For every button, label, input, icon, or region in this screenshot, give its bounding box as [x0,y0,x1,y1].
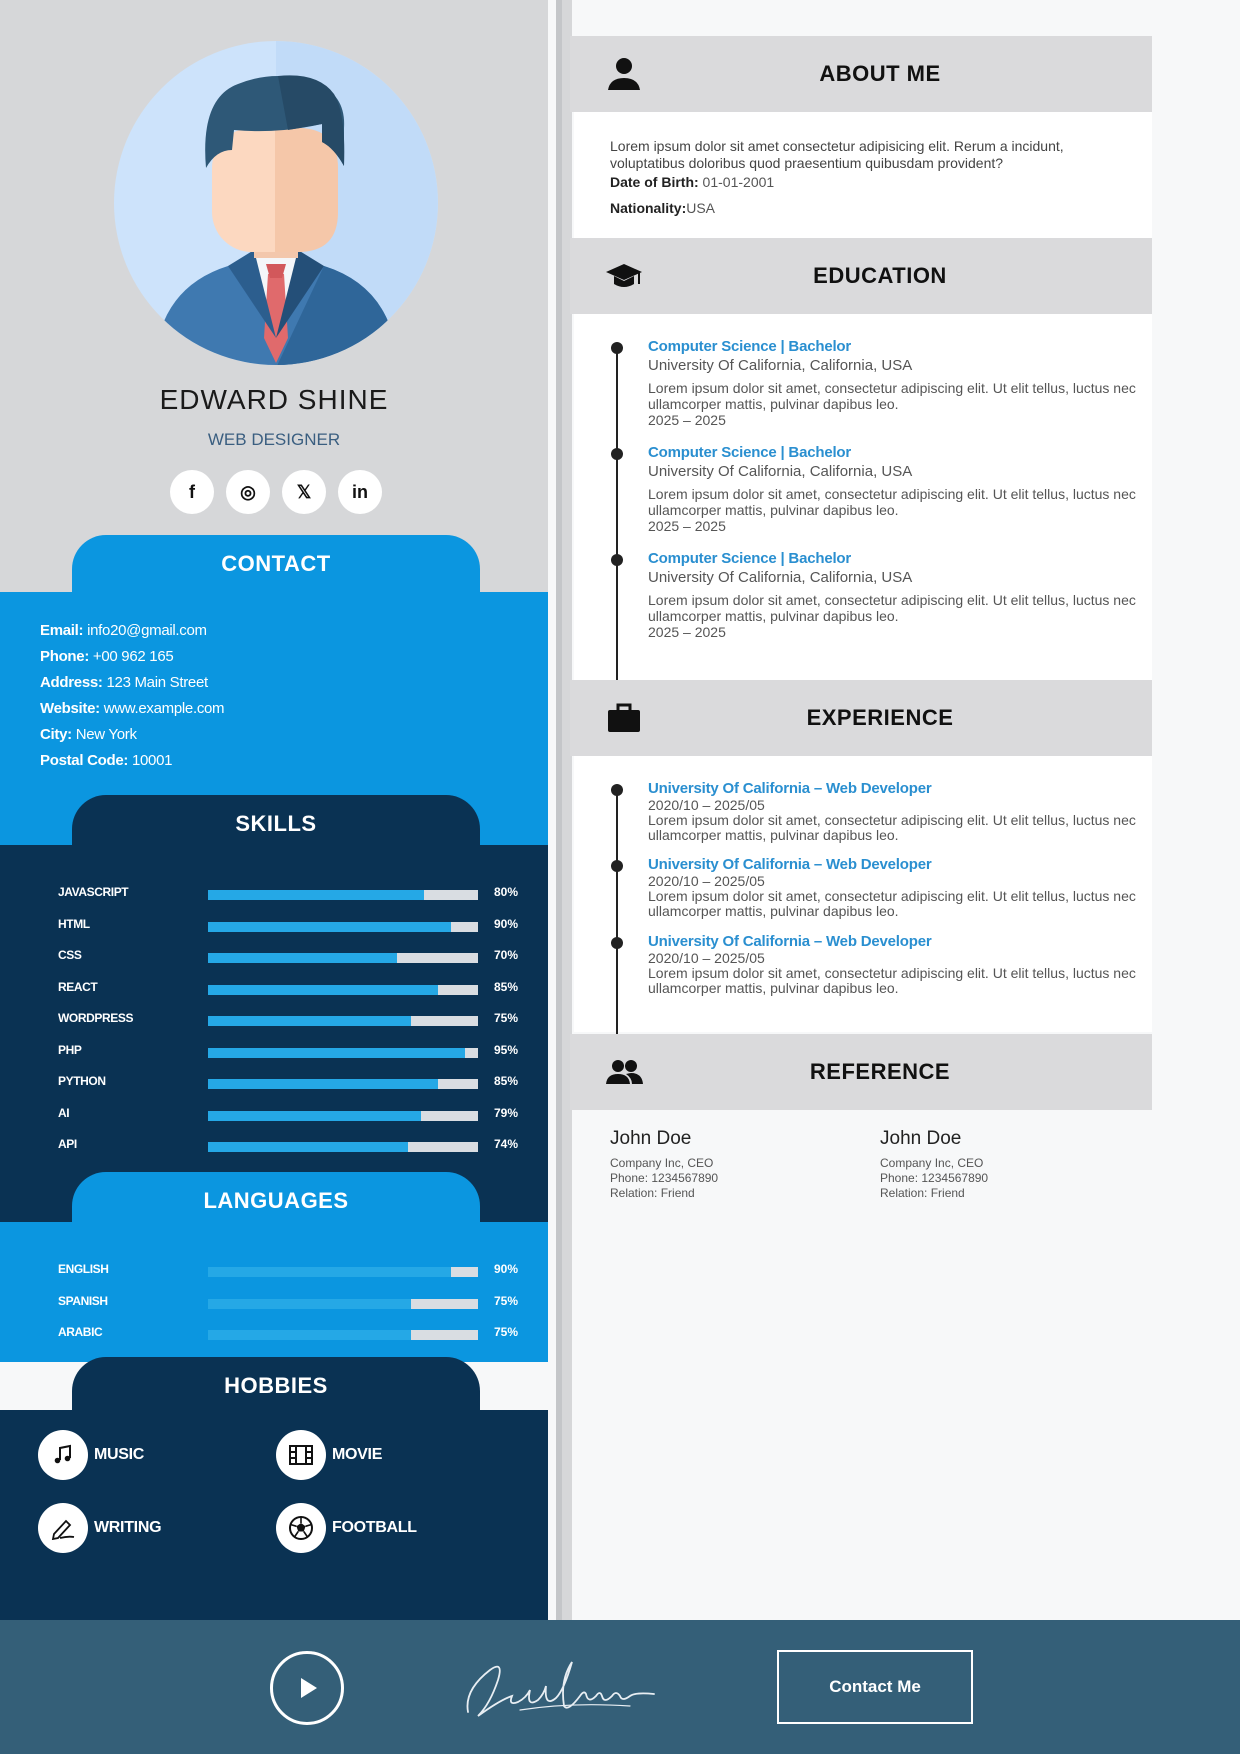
reference-heading: REFERENCE [809,1059,951,1084]
hobby-music-label: MUSIC [94,1446,145,1463]
bar-fill [208,1111,421,1121]
reference-name: John Doe [880,1128,962,1149]
education-school: University Of California, California, USA [648,569,913,586]
contact-address [40,670,548,696]
about-header [570,36,1152,112]
education-school: University Of California, California, USA [648,357,913,374]
nationality [610,200,715,216]
hobby-football [276,1503,417,1553]
contact-phone-label: Phone: [40,648,90,665]
contact-heading: CONTACT [72,535,480,593]
bar-percent: 75% [494,1293,519,1308]
education-desc: Lorem ipsum dolor sit amet, consectetur adipiscing elit. Ut elit tellus, luctus nec ullamcorper mattis, pulvinar dapibus leo. [648,592,1136,624]
reference-card [610,1128,850,1201]
contact-address-value: 123 Main Street [102,674,208,691]
bar-row [58,917,528,937]
education-timeline [616,344,618,700]
bar-row [58,1294,528,1314]
hobby-football-label: FOOTBALL [332,1519,417,1536]
experience-title[interactable]: University Of California – Web Developer [648,856,932,873]
instagram-icon[interactable]: ◎ [226,470,270,514]
bar-percent: 85% [494,1074,519,1088]
about-text: Lorem ipsum dolor sit amet consectetur adipisicing elit. Rerum a incidunt, voluptatibus doloribus quod praesentium quibusdam provident? [610,138,1064,171]
bar-track [208,922,478,932]
contact-city [40,722,548,748]
bar-fill [208,953,397,963]
bar-label: REACT [58,979,98,994]
hobbies-panel [0,1410,548,1620]
bar-percent: 75% [494,1325,519,1339]
education-item [648,550,1138,640]
hobby-writing-label: WRITING [94,1519,162,1536]
experience-heading: EXPERIENCE [806,705,954,730]
contact-phone-value: +00 962 165 [89,648,174,665]
avatar [108,38,444,368]
education-dates: 2025 – 2025 [648,518,726,534]
social-links [170,470,382,516]
signature [460,1650,660,1730]
education-desc: Lorem ipsum dolor sit amet, consectetur adipiscing elit. Ut elit tellus, luctus nec ullamcorper mattis, pulvinar dapibus leo. [648,380,1136,412]
dob-value: 01-01-2001 [698,174,775,190]
bar-track [208,1079,478,1089]
bar-label: PYTHON [58,1074,106,1088]
experience-desc: Lorem ipsum dolor sit amet, consectetur adipiscing elit. Ut elit tellus, luctus nec ullamcorper mattis, pulvinar dapibus leo. [648,888,1136,919]
bar-row [58,1325,528,1345]
education-heading: EDUCATION [813,263,947,288]
linkedin-icon[interactable]: in [338,470,382,514]
bar-fill [208,1079,438,1089]
bar-label: WORDPRESS [58,1011,134,1025]
music-note-icon [38,1430,88,1480]
bar-row [58,980,528,1000]
experience-item [648,933,1138,996]
education-body [574,314,1152,680]
experience-title[interactable]: University Of California – Web Developer [648,933,932,950]
education-item [648,338,1138,428]
bar-track [208,890,478,900]
bar-fill [208,1016,411,1026]
reference-name: John Doe [610,1128,692,1149]
bar-percent: 75% [494,1011,519,1025]
experience-dates: 2020/10 – 2025/05 [648,797,765,813]
bar-label: HTML [58,916,90,931]
reference-phone: Phone: 1234567890 [610,1171,719,1185]
nationality-label: Nationality: [610,200,687,216]
left-column [0,0,548,1620]
contact-phone [40,644,548,670]
film-icon [276,1430,326,1480]
bar-row [58,1106,528,1126]
nationality-value: USA [686,200,716,216]
profile-panel [0,0,548,595]
bar-fill [208,1048,465,1058]
contact-city-label: City: [40,726,72,743]
reference-company: Company Inc, CEO [610,1156,714,1170]
bar-percent: 95% [494,1042,519,1057]
bar-track [208,1016,478,1026]
timeline-dot [611,342,623,354]
bar-track [208,985,478,995]
hobby-movie-label: MOVIE [332,1446,383,1463]
bar-track [208,1267,478,1277]
hobby-writing [38,1503,161,1553]
skills-heading: SKILLS [72,795,480,853]
contact-postal-value: 10001 [128,752,173,769]
bar-percent: 90% [494,1262,519,1276]
reference-header [570,1034,1152,1110]
person-name: EDWARD SHINE [159,384,389,415]
contact-email-label: Email: [40,622,84,639]
timeline-dot [611,937,623,949]
contact-address-label: Address: [40,674,103,691]
bar-row [58,1043,528,1063]
reference-card [880,1128,1120,1201]
education-dates: 2025 – 2025 [648,412,726,428]
bar-track [208,953,478,963]
bar-fill [208,922,451,932]
bar-fill [208,1142,408,1152]
hobby-music [38,1430,144,1480]
bar-row [58,885,528,905]
experience-desc: Lorem ipsum dolor sit amet, consectetur adipiscing elit. Ut elit tellus, luctus nec ullamcorper mattis, pulvinar dapibus leo. [648,812,1136,843]
bar-label: API [58,1137,77,1151]
contact-city-value: New York [71,726,137,743]
about-heading: ABOUT ME [819,61,941,86]
timeline-dot [611,784,623,796]
timeline-dot [611,554,623,566]
footer-bar [0,1620,1240,1754]
bar-track [208,1330,478,1340]
bar-track [208,1142,478,1152]
bar-label: ENGLISH [58,1262,109,1276]
bar-label: SPANISH [58,1293,108,1308]
experience-title[interactable]: University Of California – Web Developer [648,780,932,797]
experience-timeline [616,786,618,1058]
bar-percent: 74% [494,1137,519,1151]
bar-fill [208,890,424,900]
contact-email [40,618,548,644]
pen-icon [38,1503,88,1553]
dob-label: Date of Birth: [610,174,699,190]
education-item [648,444,1138,534]
bar-label: CSS [58,948,82,962]
bar-label: PHP [58,1042,82,1057]
contact-website [40,696,548,722]
football-icon [276,1503,326,1553]
bar-label: AI [58,1105,70,1120]
bar-percent: 90% [494,916,519,931]
x-icon[interactable]: 𝕏 [282,470,326,514]
play-button[interactable] [270,1651,344,1725]
reference-relation: Relation: Friend [610,1186,695,1200]
bar-fill [208,1299,411,1309]
bar-fill [208,1330,411,1340]
experience-dates: 2020/10 – 2025/05 [648,873,765,889]
reference-company: Company Inc, CEO [880,1156,984,1170]
date-of-birth [610,174,774,190]
timeline-dot [611,860,623,872]
languages-panel [0,1222,548,1362]
bar-track [208,1299,478,1309]
bar-percent: 70% [494,948,519,962]
education-title[interactable]: Computer Science | Bachelor [648,550,852,567]
bar-percent: 79% [494,1105,519,1120]
contact-postal-label: Postal Code: [40,752,129,769]
bar-row [58,948,528,968]
experience-dates: 2020/10 – 2025/05 [648,950,765,966]
contact-postal [40,748,548,774]
bar-label: JAVASCRIPT [58,885,129,899]
bar-track [208,1111,478,1121]
education-header [570,238,1152,314]
education-desc: Lorem ipsum dolor sit amet, consectetur adipiscing elit. Ut elit tellus, luctus nec ullamcorper mattis, pulvinar dapibus leo. [648,486,1136,518]
bar-row [58,1074,528,1094]
reference-relation: Relation: Friend [880,1186,965,1200]
hobby-movie [276,1430,382,1480]
contact-me-button[interactable]: Contact Me [777,1650,973,1724]
bar-percent: 85% [494,979,519,994]
contact-website-value[interactable]: www.example.com [99,700,225,717]
bar-percent: 80% [494,885,519,899]
hobbies-heading: HOBBIES [72,1357,480,1415]
education-school: University Of California, California, USA [648,463,913,480]
languages-heading: LANGUAGES [72,1172,480,1230]
bar-fill [208,1267,451,1277]
bar-row [58,1262,528,1282]
bar-row [58,1137,528,1157]
person-title: WEB DESIGNER [207,430,341,449]
education-title[interactable]: Computer Science | Bachelor [648,338,852,355]
facebook-icon[interactable]: f [170,470,214,514]
experience-desc: Lorem ipsum dolor sit amet, consectetur adipiscing elit. Ut elit tellus, luctus nec ullamcorper mattis, pulvinar dapibus leo. [648,965,1136,996]
reference-phone: Phone: 1234567890 [880,1171,989,1185]
contact-email-value[interactable]: info20@gmail.com [83,622,207,639]
experience-body [574,756,1152,1032]
contact-website-label: Website: [40,700,100,717]
education-dates: 2025 – 2025 [648,624,726,640]
bar-fill [208,985,438,995]
bar-track [208,1048,478,1058]
experience-header [570,680,1152,756]
experience-item [648,856,1138,919]
about-body [574,112,1152,238]
play-icon [293,1674,321,1702]
bar-row [58,1011,528,1031]
timeline-dot [611,448,623,460]
bar-label: ARABIC [58,1325,103,1339]
education-title[interactable]: Computer Science | Bachelor [648,444,852,461]
experience-item [648,780,1138,843]
